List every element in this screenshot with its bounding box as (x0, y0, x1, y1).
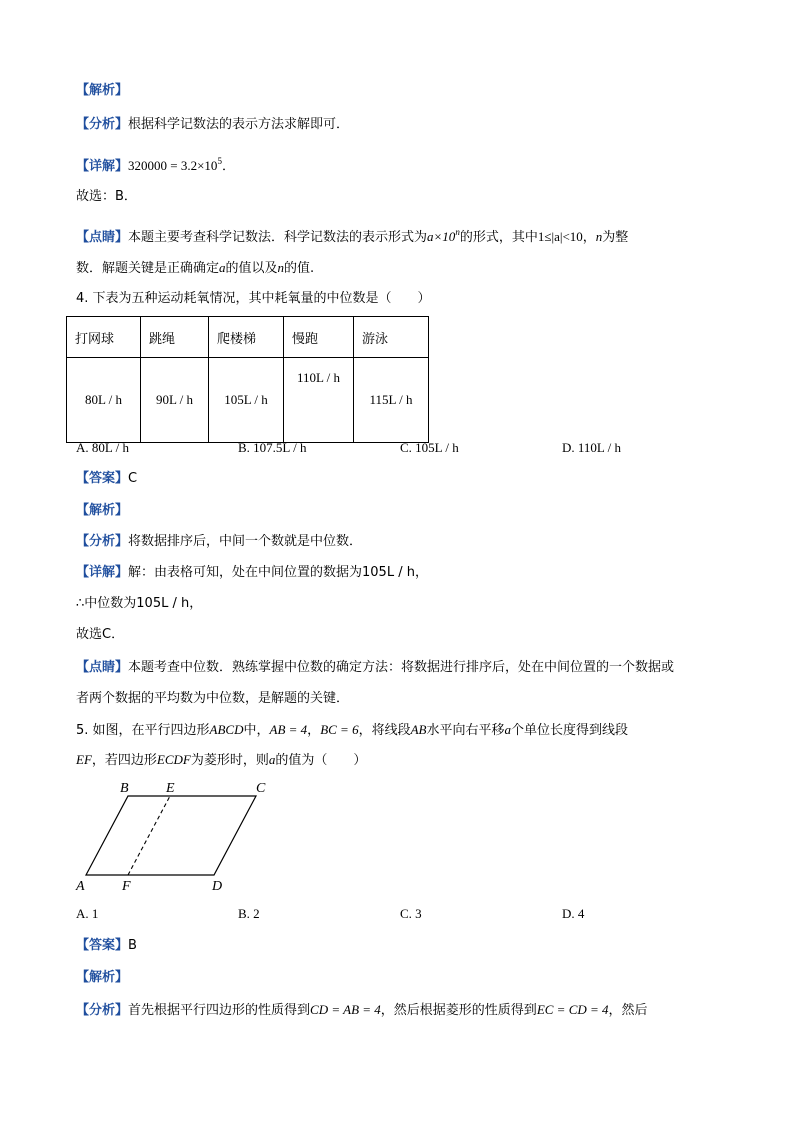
q3-remark: 【点睛】本题主要考查科学记数法．科学记数法的表示形式为$a\times 10^n$的形式，其中1≤|a|<10，n为整 (76, 227, 629, 245)
label-a: A (76, 879, 85, 894)
q4-therefore: ∴中位数为105L / h， (76, 596, 203, 611)
q5-analysis: 【分析】首先根据平行四边形的性质得到CD = AB = 4，然后根据菱形的性质得到EC = CD = 4，然后 (76, 1002, 648, 1018)
q5-stem: 5. 如图，在平行四边形ABCD中，AB = 4，BC = 6，将线段AB水平向右平移a个单位长度得到线段 (76, 722, 629, 738)
q4-jiexi-heading: 【解析】 (76, 503, 129, 518)
label-b: B (120, 781, 129, 796)
oxygen-table (66, 316, 429, 443)
table-header-cell: 慢跑 (284, 317, 354, 358)
q5-option-b: B. 2 (238, 906, 260, 921)
table-row (67, 358, 429, 443)
table-header-cell: 游泳 (354, 317, 429, 358)
table-header-row (67, 317, 429, 358)
label-d: D (212, 879, 223, 894)
q4-remark-line2: 者两个数据的平均数为中位数，是解题的关键． (76, 691, 350, 706)
q3-analysis: 【分析】根据科学记数法的表示方法求解即可． (76, 117, 350, 132)
table-header-cell: 跳绳 (141, 317, 209, 358)
table-cell: 90L / h (141, 358, 209, 443)
q4-option-c: C. 105L / h (400, 440, 459, 455)
q3-jiexi-heading: 【解析】 (76, 83, 129, 98)
q3-detail: 【详解】$320000 = 3.2\times 10^5$． (76, 156, 235, 174)
table-cell: 110L / h (284, 358, 354, 443)
label-e: E (166, 781, 175, 796)
table-cell: 115L / h (354, 358, 429, 443)
table-cell: 80L / h (67, 358, 141, 443)
q5-jiexi-heading: 【解析】 (76, 970, 129, 985)
label-c: C (256, 781, 266, 796)
table-header-cell: 爬楼梯 (209, 317, 284, 358)
q5-answer: 【答案】B (76, 938, 137, 953)
q4-choice: 故选C． (76, 627, 125, 642)
parallelogram-figure (70, 778, 290, 898)
label-f: F (122, 879, 131, 894)
q5-option-d: D. 4 (562, 906, 585, 921)
q4-remark: 【点睛】本题考查中位数．熟练掌握中位数的确定方法：将数据进行排序后，处在中间位置的一个数据或 (76, 660, 675, 675)
q4-analysis: 【分析】将数据排序后，中间一个数就是中位数． (76, 534, 363, 549)
q4-option-b: B. 107.5L / h (238, 440, 307, 455)
q4-option-d: D. 110L / h (562, 440, 621, 455)
q4-stem: 4. 下表为五种运动耗氧情况，其中耗氧量的中位数是（ ） (76, 291, 431, 306)
q5-option-a: A. 1 (76, 906, 99, 921)
q5-stem-line2: EF，若四边形ECDF为菱形时，则a的值为（ ） (76, 752, 367, 768)
q4-option-a: A. 80L / h (76, 440, 129, 455)
q3-remark-line2: 数．解题关键是正确确定a的值以及n的值. (76, 260, 315, 276)
table-header-cell: 打网球 (67, 317, 141, 358)
q5-option-c: C. 3 (400, 906, 422, 921)
segment-ef (128, 796, 170, 875)
parallelogram-abcd (86, 796, 256, 875)
table-cell: 105L / h (209, 358, 284, 443)
q4-detail: 【详解】解：由表格可知，处在中间位置的数据为105L / h， (76, 565, 428, 580)
q4-answer: 【答案】C (76, 471, 138, 486)
q3-choice: 故选：B． (76, 189, 137, 204)
